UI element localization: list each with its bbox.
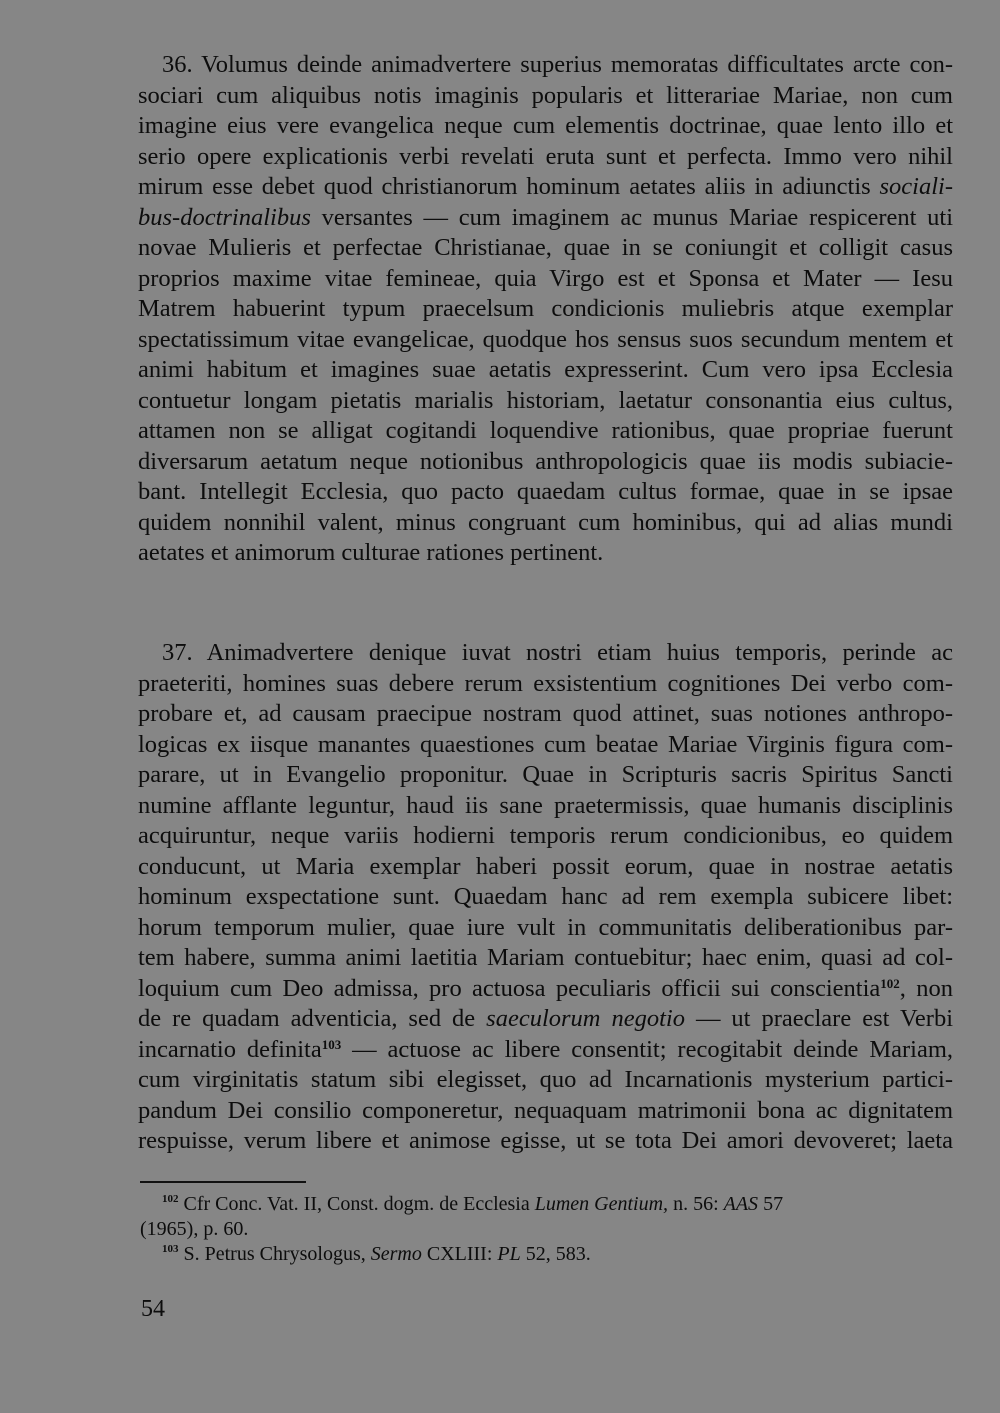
text-line: animi habitum et imagines suae aetatis expresserint. Cum vero ipsa Ecclesia <box>138 356 953 383</box>
text-line: bant. Intellegit Ecclesia, quo pacto quaedam cultus formae, quae in se ipsae <box>138 478 953 505</box>
text-line: quidem nonnihil valent, minus congruant cum hominibus, qui ad alias mundi <box>138 508 953 536</box>
text-span: versantes — cum imaginem ac munus Mariae respicerent uti <box>321 203 954 231</box>
footnotes <box>140 1192 955 1267</box>
text-line: aetates et animorum culturae rationes pertinent. <box>138 539 604 566</box>
text-line: numine afflante leguntur, haud iis sane praetermissis, quae humanis disciplinis <box>138 791 953 819</box>
text-line: imagine eius vere evangelica neque cum elementis doctrinae, quae lento illo et <box>138 112 953 139</box>
text-span: S. Petrus Chrysologus, <box>183 1243 366 1265</box>
footnote-ref[interactable]: 103 <box>321 1036 342 1052</box>
text-line: acquiruntur, neque variis hodierni temporis rerum condicionibus, eo quidem <box>138 822 953 849</box>
italic-text: Lumen Gentium, <box>534 1193 669 1215</box>
footnote-marker: 103 <box>162 1243 179 1255</box>
text-span: Animadvertere denique iuvat nostri etiam huius temporis, perinde ac <box>206 639 953 666</box>
text-line: hominum exspectatione sunt. Quaedam hanc ad rem exempla subicere libet: <box>138 883 953 910</box>
italic-text: AAS <box>723 1193 759 1215</box>
text-line: diversarum aetatum neque notionibus anthropologicis quae iis modis subiacie- <box>138 447 953 475</box>
footnote-rule <box>140 1181 306 1183</box>
text-line: tem habere, summa animi laetitia Mariam contuebitur; haec enim, quasi ad col- <box>138 944 953 971</box>
text-line: logicas ex iisque manantes quaestiones cum beatae Mariae Virginis figura com- <box>138 730 953 758</box>
text-line: horum temporum mulier, quae iure vult in communitatis deliberationibus par- <box>138 913 953 941</box>
italic-text: bus-doctrinalibus <box>138 203 311 231</box>
footnote-ref[interactable]: 102 <box>880 975 900 991</box>
text-line: novae Mulieris et perfectae Christianae, quae in se coniungit et colligit casus <box>138 234 953 261</box>
text-line: proprios maxime vitae femineae, quia Virgo est et Sponsa et Mater — Iesu <box>138 264 953 292</box>
text-span: , non <box>899 974 953 1002</box>
text-line: praeteriti, homines suas debere rerum exsistentium cognitiones Dei verbo com- <box>138 669 953 697</box>
text-line: conducunt, ut Maria exemplar haberi possit eorum, quae in nostrae aetatis <box>138 852 953 880</box>
text-line: attamen non se alligat cogitandi loquendive rationibus, quae propriae fuerunt <box>138 417 953 444</box>
text-span: mirum esse debet quod christianorum hominum aetates aliis in adiunctis <box>138 173 871 200</box>
paragraph-number: 36. <box>162 51 193 78</box>
text-span: Cfr Conc. Vat. II, Const. dogm. de Ecclesia <box>183 1193 530 1215</box>
text-span: — actuose ac libere consentit; recogitabit deinde Mariam, <box>352 1035 954 1063</box>
text-line: pandum Dei consilio componeretur, nequaquam matrimonii bona ac dignitatem <box>138 1096 953 1124</box>
text-span: incarnatio definita <box>138 1035 322 1063</box>
text-line: probare et, ad causam praecipue nostram quod attinet, suas notiones anthropo- <box>138 700 953 727</box>
text-line: spectatissimum vitae evangelicae, quodque hos sensus suos secundum mentem et <box>138 325 953 353</box>
text-line <box>138 638 953 669</box>
text-line: serio opere explicationis verbi revelati eruta sunt et perfecta. Immo vero nihil <box>138 142 953 170</box>
italic-text: PL <box>497 1243 521 1265</box>
text-line: parare, ut in Evangelio proponitur. Quae in Scripturis sacris Spiritus Sancti <box>138 761 953 788</box>
italic-text: saeculorum negotio <box>486 1005 685 1032</box>
text-span: n. 56: <box>673 1193 719 1215</box>
footnote-102 <box>140 1192 955 1217</box>
text-span: de re quadam adventicia, sed de <box>138 1005 476 1032</box>
text-span: — ut praeclare est Verbi <box>695 1005 954 1032</box>
text-line <box>138 974 953 1005</box>
footnote-102-cont: (1965), p. 60. <box>140 1218 249 1240</box>
text-line <box>138 1004 953 1035</box>
paragraph-number: 37. <box>162 639 193 666</box>
text-line: contuetur longam pietatis marialis historiam, laetatur consonantia eius cultus, <box>138 386 953 414</box>
text-line: Matrem habuerint typum praecelsum condicionis muliebris atque exemplar <box>138 295 953 322</box>
text-line: sociari cum aliquibus notis imaginis popularis et litterariae Mariae, non cum <box>138 81 953 109</box>
paragraph-37 <box>138 638 953 1157</box>
text-line <box>138 50 953 81</box>
text-span: 52, 583. <box>525 1243 591 1265</box>
page-number: 54 <box>141 1296 165 1322</box>
text-line <box>138 203 953 234</box>
text-span: loquium cum Deo admissa, pro actuosa peculiaris officii sui conscientia <box>138 974 881 1002</box>
text-span: Volumus deinde animadvertere superius memoratas difficultates arcte con- <box>201 51 953 78</box>
text-line: cum virginitatis statum sibi elegisset, quo ad Incarnationis mysterium partici- <box>138 1066 953 1093</box>
text-line <box>138 172 953 203</box>
italic-text: sociali- <box>879 173 954 200</box>
footnote-marker: 102 <box>162 1193 179 1205</box>
text-line <box>138 1035 953 1066</box>
italic-text: Sermo <box>370 1243 422 1265</box>
text-span: 57 <box>763 1193 784 1215</box>
footnote-103 <box>140 1242 955 1267</box>
paragraph-36 <box>138 50 953 569</box>
text-line: respuisse, verum libere et animose egisse, ut se tota Dei amori devoveret; laeta <box>138 1127 953 1154</box>
text-span: CXLIII: <box>426 1243 493 1265</box>
